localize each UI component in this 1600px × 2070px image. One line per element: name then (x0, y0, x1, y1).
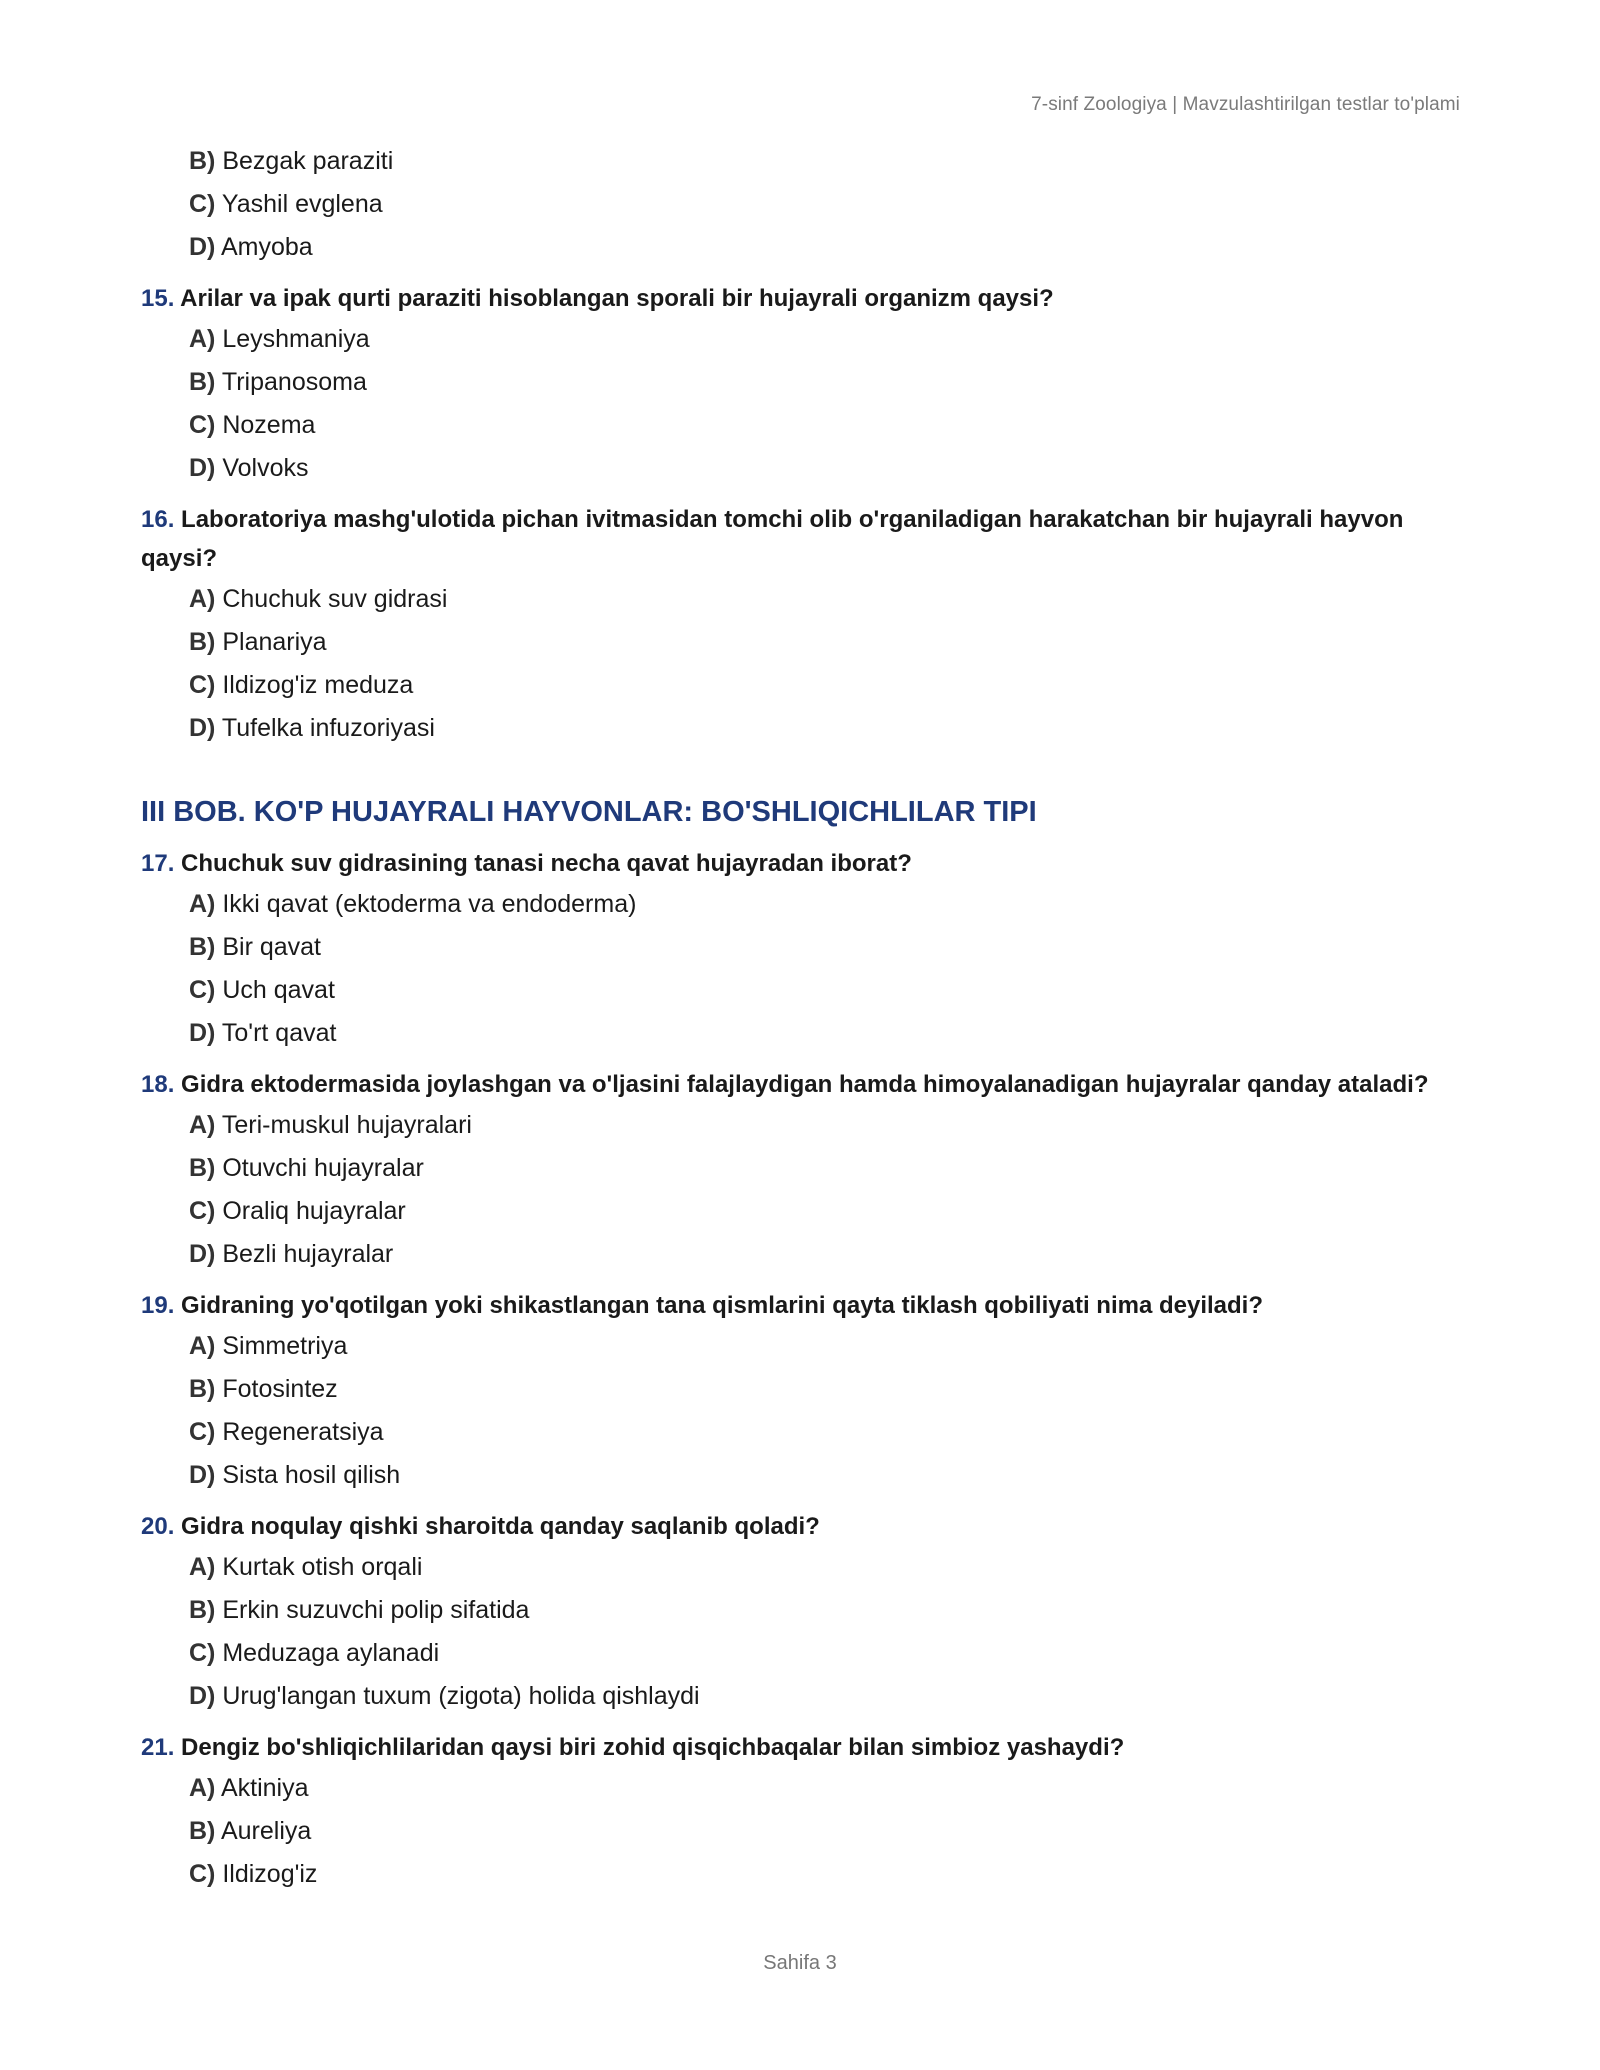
option-letter: A) (189, 1111, 216, 1139)
answer-option (189, 621, 1461, 664)
answer-option (189, 140, 1461, 183)
option-letter: B) (189, 368, 216, 396)
option-letter: A) (189, 1332, 216, 1360)
answer-option (189, 1767, 1461, 1810)
option-letter: C) (189, 411, 216, 439)
answer-option (189, 1411, 1461, 1454)
answer-option (189, 1147, 1461, 1190)
answer-option (189, 1190, 1461, 1233)
answer-option (189, 361, 1461, 404)
option-letter: D) (189, 1240, 216, 1268)
option-letter: B) (189, 1817, 216, 1845)
answer-option (189, 1104, 1461, 1147)
answer-option (189, 318, 1461, 361)
option-text: Aktiniya (220, 1774, 309, 1802)
question-text (141, 844, 1461, 883)
option-letter: B) (189, 1375, 216, 1403)
option-text: Teri-muskul hujayralari (221, 1111, 472, 1139)
answer-option (189, 707, 1461, 750)
question-block (141, 1065, 1461, 1276)
option-text: Erkin suzuvchi polip sifatida (222, 1596, 530, 1624)
option-text: Amyoba (220, 233, 313, 261)
answer-option (189, 1233, 1461, 1276)
option-letter: A) (189, 890, 216, 918)
option-text: Oraliq hujayralar (222, 1197, 406, 1225)
option-text: Ildizog'iz meduza (222, 671, 414, 699)
answer-option (189, 883, 1461, 926)
chapter-title: III BOB. KO'P HUJAYRALI HAYVONLAR: BO'SHLIQICHLILAR TIPI (141, 796, 1037, 828)
option-letter: A) (189, 585, 216, 613)
option-text: Tripanosoma (221, 368, 367, 396)
options-list (141, 578, 1461, 750)
options-list (141, 1546, 1461, 1718)
answer-option (189, 226, 1461, 269)
answer-option (189, 969, 1461, 1012)
answer-option (189, 1368, 1461, 1411)
question-number: 21. (141, 1734, 175, 1761)
option-letter: C) (189, 976, 216, 1004)
options-list (141, 1325, 1461, 1497)
options-list (141, 1767, 1461, 1896)
question-text (141, 279, 1461, 318)
question-body: Arilar va ipak qurti paraziti hisoblangan sporali bir hujayrali organizm qaysi? (180, 285, 1054, 312)
option-text: Kurtak otish orqali (222, 1553, 423, 1581)
options-list (141, 883, 1461, 1055)
option-text: Otuvchi hujayralar (222, 1154, 424, 1182)
answer-option (189, 1632, 1461, 1675)
option-letter: B) (189, 147, 216, 175)
option-text: Ikki qavat (ektoderma va endoderma) (222, 890, 637, 918)
option-text: Leyshmaniya (222, 325, 370, 353)
option-text: Tufelka infuzoriyasi (221, 714, 435, 742)
question-text (141, 1065, 1461, 1104)
option-letter: B) (189, 628, 216, 656)
option-text: Meduzaga aylanadi (222, 1639, 440, 1667)
carry-over-options (141, 140, 1461, 269)
option-letter: D) (189, 1019, 216, 1047)
question-body: Gidraning yo'qotilgan yoki shikastlangan tana qismlarini qayta tiklash qobiliyati nima deyiladi? (181, 1292, 1263, 1319)
option-letter: C) (189, 1639, 216, 1667)
question-number: 16. (141, 506, 175, 533)
page-number: Sahifa 3 (763, 1952, 837, 1974)
answer-option (189, 1810, 1461, 1853)
answer-option (189, 1454, 1461, 1497)
running-header: 7-sinf Zoologiya | Mavzulashtirilgan testlar to'plami (1031, 94, 1460, 115)
option-letter: D) (189, 454, 216, 482)
options-list (141, 1104, 1461, 1276)
question-number: 18. (141, 1071, 175, 1098)
option-letter: D) (189, 714, 216, 742)
option-text: Chuchuk suv gidrasi (222, 585, 448, 613)
question-text (141, 1728, 1461, 1767)
option-text: Bir qavat (222, 933, 322, 961)
option-letter: C) (189, 1197, 216, 1225)
question-body: Laboratoriya mashg'ulotida pichan ivitmasidan tomchi olib o'rganiladigan harakatchan bir hujayrali hayvon qaysi? (141, 506, 1404, 572)
option-letter: D) (189, 1461, 216, 1489)
question-number: 15. (141, 285, 175, 312)
answer-option (189, 1012, 1461, 1055)
question-body: Gidra noqulay qishki sharoitda qanday saqlanib qoladi? (181, 1513, 820, 1540)
questions-part-2 (141, 844, 1461, 1896)
option-letter: B) (189, 1154, 216, 1182)
option-text: Fotosintez (222, 1375, 338, 1403)
answer-option (189, 404, 1461, 447)
answer-option (189, 1675, 1461, 1718)
answer-option (189, 183, 1461, 226)
options-list (141, 318, 1461, 490)
question-block (141, 500, 1461, 750)
option-letter: A) (189, 1774, 216, 1802)
option-letter: D) (189, 1682, 216, 1710)
option-letter: B) (189, 933, 216, 961)
option-text: Bezli hujayralar (222, 1240, 394, 1268)
answer-option (189, 926, 1461, 969)
option-text: Uch qavat (222, 976, 335, 1004)
answer-option (189, 447, 1461, 490)
question-number: 20. (141, 1513, 175, 1540)
questions-part-1 (141, 279, 1461, 750)
option-text: Simmetriya (222, 1332, 348, 1360)
option-text: Planariya (222, 628, 327, 656)
option-letter: D) (189, 233, 216, 261)
question-body: Gidra ektodermasida joylashgan va o'ljasini falajlaydigan hamda himoyalanadigan hujayralar qanday ataladi? (181, 1071, 1429, 1098)
option-letter: C) (189, 1860, 216, 1888)
question-text (141, 1286, 1461, 1325)
question-number: 19. (141, 1292, 175, 1319)
option-text: Yashil evglena (221, 190, 383, 218)
question-text (141, 500, 1461, 578)
option-text: Sista hosil qilish (222, 1461, 401, 1489)
option-letter: B) (189, 1596, 216, 1624)
option-letter: A) (189, 1553, 216, 1581)
question-block (141, 844, 1461, 1055)
answer-option (189, 1589, 1461, 1632)
answer-option (189, 578, 1461, 621)
option-text: To'rt qavat (221, 1019, 337, 1047)
option-text: Bezgak paraziti (222, 147, 394, 175)
answer-option (189, 664, 1461, 707)
question-block (141, 1728, 1461, 1896)
answer-option (189, 1853, 1461, 1896)
option-text: Regeneratsiya (222, 1418, 384, 1446)
option-text: Nozema (222, 411, 316, 439)
option-text: Aureliya (220, 1817, 312, 1845)
option-letter: A) (189, 325, 216, 353)
question-block (141, 279, 1461, 490)
answer-option (189, 1325, 1461, 1368)
question-body: Dengiz bo'shliqichlilaridan qaysi biri zohid qisqichbaqalar bilan simbioz yashaydi? (181, 1734, 1125, 1761)
question-number: 17. (141, 850, 175, 877)
option-text: Volvoks (222, 454, 309, 482)
answer-option (189, 1546, 1461, 1589)
option-letter: C) (189, 1418, 216, 1446)
option-text: Urug'langan tuxum (zigota) holida qishlaydi (222, 1682, 700, 1710)
question-body: Chuchuk suv gidrasining tanasi necha qavat hujayradan iborat? (181, 850, 912, 877)
question-block (141, 1286, 1461, 1497)
page-content (141, 140, 1461, 1896)
option-letter: C) (189, 671, 216, 699)
option-letter: C) (189, 190, 216, 218)
option-text: Ildizog'iz (222, 1860, 318, 1888)
question-block (141, 1507, 1461, 1718)
question-text (141, 1507, 1461, 1546)
